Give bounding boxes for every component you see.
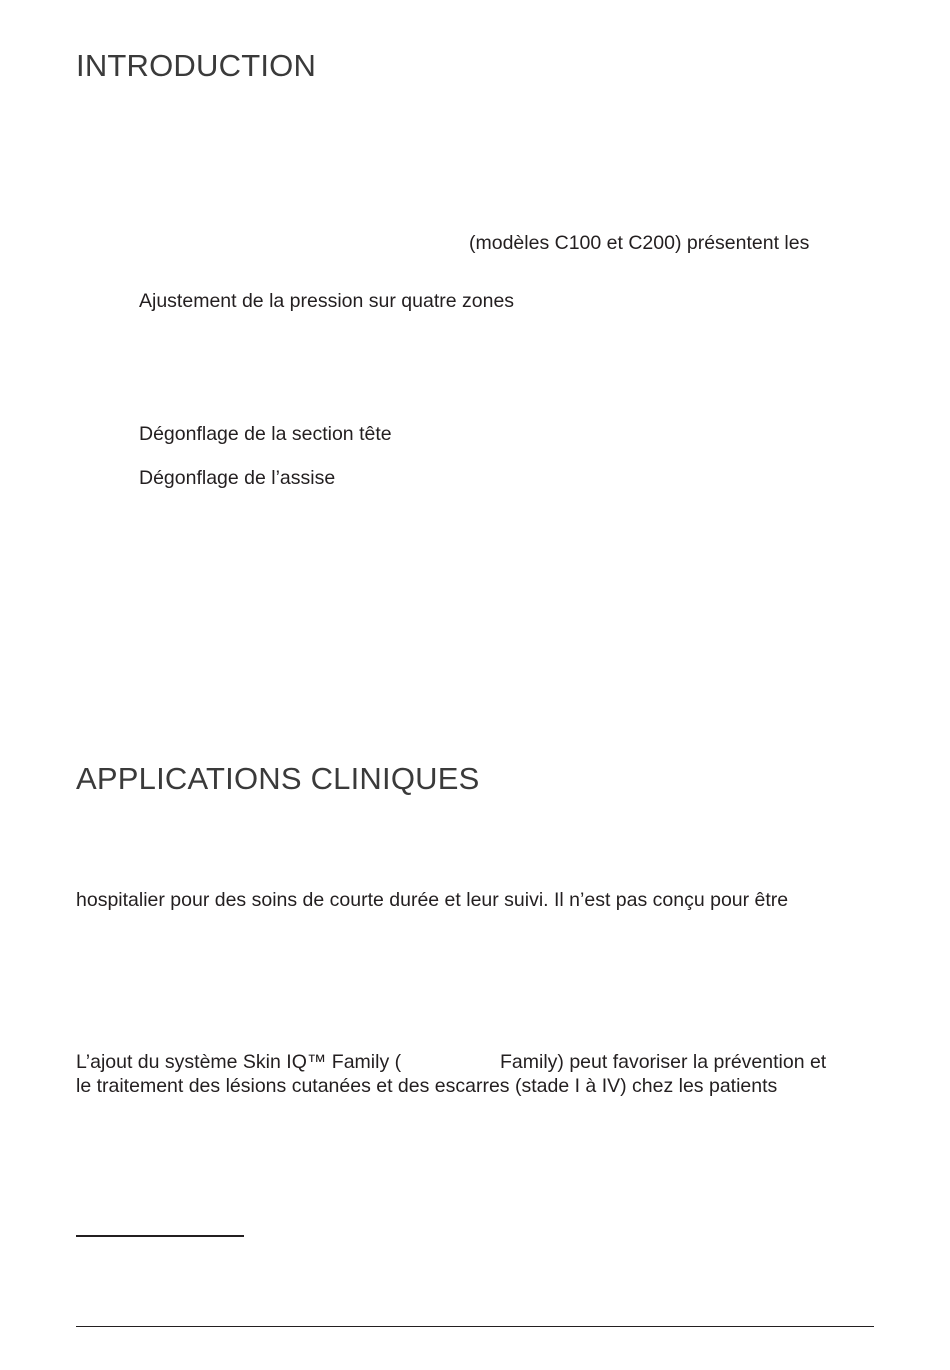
introduction-heading: INTRODUCTION — [76, 48, 317, 83]
hospital-line: hospitalier pour des soins de courte durée et leur suivi. Il n’est pas conçu pour être — [76, 889, 789, 911]
feature-item: Dégonflage de la section tête — [139, 423, 392, 445]
models-line: (modèles C100 et C200) présentent les — [469, 232, 810, 254]
feature-item: Ajustement de la pression sur quatre zones — [139, 290, 515, 312]
footnote-separator — [76, 1235, 244, 1237]
skin-iq-line-b: le traitement des lésions cutanées et des escarres (stade I à IV) chez les patients — [76, 1075, 778, 1097]
clinical-applications-heading: APPLICATIONS CLINIQUES — [76, 761, 480, 796]
feature-item: Dégonflage de l’assise — [139, 467, 336, 489]
skin-iq-line-a-part2: Family) peut favoriser la prévention et — [500, 1051, 827, 1073]
footer-rule — [76, 1326, 874, 1327]
skin-iq-line-a-part1: L’ajout du système Skin IQ™ Family ( — [76, 1051, 402, 1073]
